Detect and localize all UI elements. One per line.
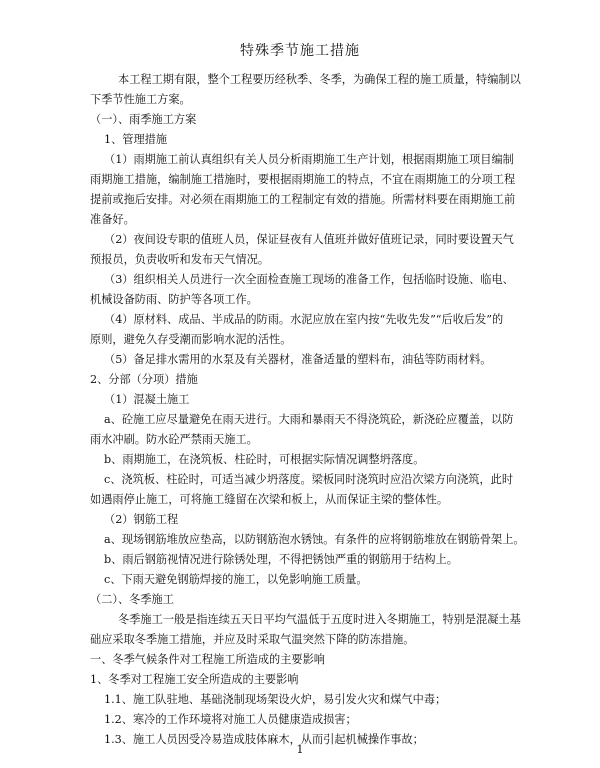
text-line: 本工程工期有限，整个工程要历经秋季、冬季，为确保工程的施工质量，特编制以 [118, 73, 521, 86]
text-line: a、砼施工应尽量避免在雨天进行。大雨和暴雨天不得浇筑砼，新浇砼应覆盖，以防 [104, 413, 514, 426]
text-line: b、雨后钢筋视情况进行除锈处理，不得把锈蚀严重的钢筋用于结构上。 [104, 553, 458, 566]
text-line: 1.1、施工队驻地、基础浇制现场架设火炉，易引发火灾和煤气中毒； [104, 693, 447, 706]
text-line: 机械设备防雨、防护等各项工作。 [90, 293, 258, 306]
document-title: 特殊季节施工措施 [240, 43, 360, 59]
text-line: 雨期施工措施，编制施工措施时，要根据雨期施工的特点，不宜在雨期施工的分项工程 [90, 173, 516, 186]
text-line: （一）、雨季施工方案 [90, 113, 197, 126]
text-line: 2、分部（分项）措施 [90, 373, 198, 386]
text-line: 1.2、寒冷的工作环境将对施工人员健康造成损害； [104, 713, 357, 726]
text-line: 冬季施工一般是指连续五天日平均气温低于五度时进入冬期施工，特别是混凝土基 [118, 613, 521, 626]
text-line: （3）组织相关人员进行一次全面检查施工现场的准备工作，包括临时设施、临电、 [104, 273, 514, 286]
text-line: （二）、冬季施工 [90, 593, 174, 606]
text-line: 1、管理措施 [104, 133, 168, 146]
page-number: 1 [296, 743, 304, 756]
text-line: （1）雨期施工前认真组织有关人员分析雨期施工生产计划，根据雨期施工项目编制 [104, 153, 514, 166]
text-line: c、下雨天避免钢筋焊接的施工，以免影响施工质量。 [104, 573, 368, 586]
text-line: c、浇筑板、柱砼时，可适当减少坍落度。梁板同时浇筑时应沿次梁方向浇筑，此时 [104, 473, 514, 486]
text-line: 预报员，负责收听和发布天气情况。 [90, 253, 270, 266]
text-line: 原则，避免久存受潮而影响水泥的活性。 [90, 333, 292, 346]
text-line: 提前或拖后安排。对必须在雨期施工的工程制定有效的措施。所需材料要在雨期施工前 [90, 193, 516, 206]
text-line: 准备好。 [90, 213, 135, 226]
text-line: a、现场钢筋堆放应垫高，以防钢筋泡水锈蚀。有条件的应将钢筋堆放在钢筋骨架上。 [104, 533, 525, 546]
text-line: 如遇雨停止施工，可将施工缝留在次梁和板上，从而保证主梁的整体性。 [90, 493, 449, 506]
document-body [90, 70, 530, 750]
text-line: 一、冬季气候条件对工程施工所造成的主要影响 [90, 653, 325, 666]
text-line: 1.3、施工人员因受冷易造成肢体麻木，从而引起机械操作事故； [104, 733, 424, 746]
text-line: （2）夜间设专职的值班人员，保证昼夜有人值班并做好值班记录，同时要设置天气 [104, 233, 514, 246]
text-line: （2）钢筋工程 [104, 513, 179, 526]
text-line: 雨水冲刷。防水砼严禁雨天施工。 [90, 433, 258, 446]
text-line: （1）混凝土施工 [104, 393, 190, 406]
text-line: 1、冬季对工程施工安全所造成的主要影响 [90, 673, 299, 686]
text-line: （4）原材料、成品、半成品的防雨。水泥应放在室内按“先收先发”“后收后发”的 [104, 313, 504, 326]
text-line: 下季节性施工方案。 [90, 93, 191, 106]
text-line: （5）备足排水需用的水泵及有关器材，准备适量的塑料布，油毡等防雨材料。 [104, 353, 492, 366]
text-line: b、雨期施工，在浇筑板、柱砼时，可根据实际情况调整坍落度。 [104, 453, 425, 466]
text-line: 础应采取冬季施工措施，并应及时采取气温突然下降的防冻措施。 [90, 633, 415, 646]
